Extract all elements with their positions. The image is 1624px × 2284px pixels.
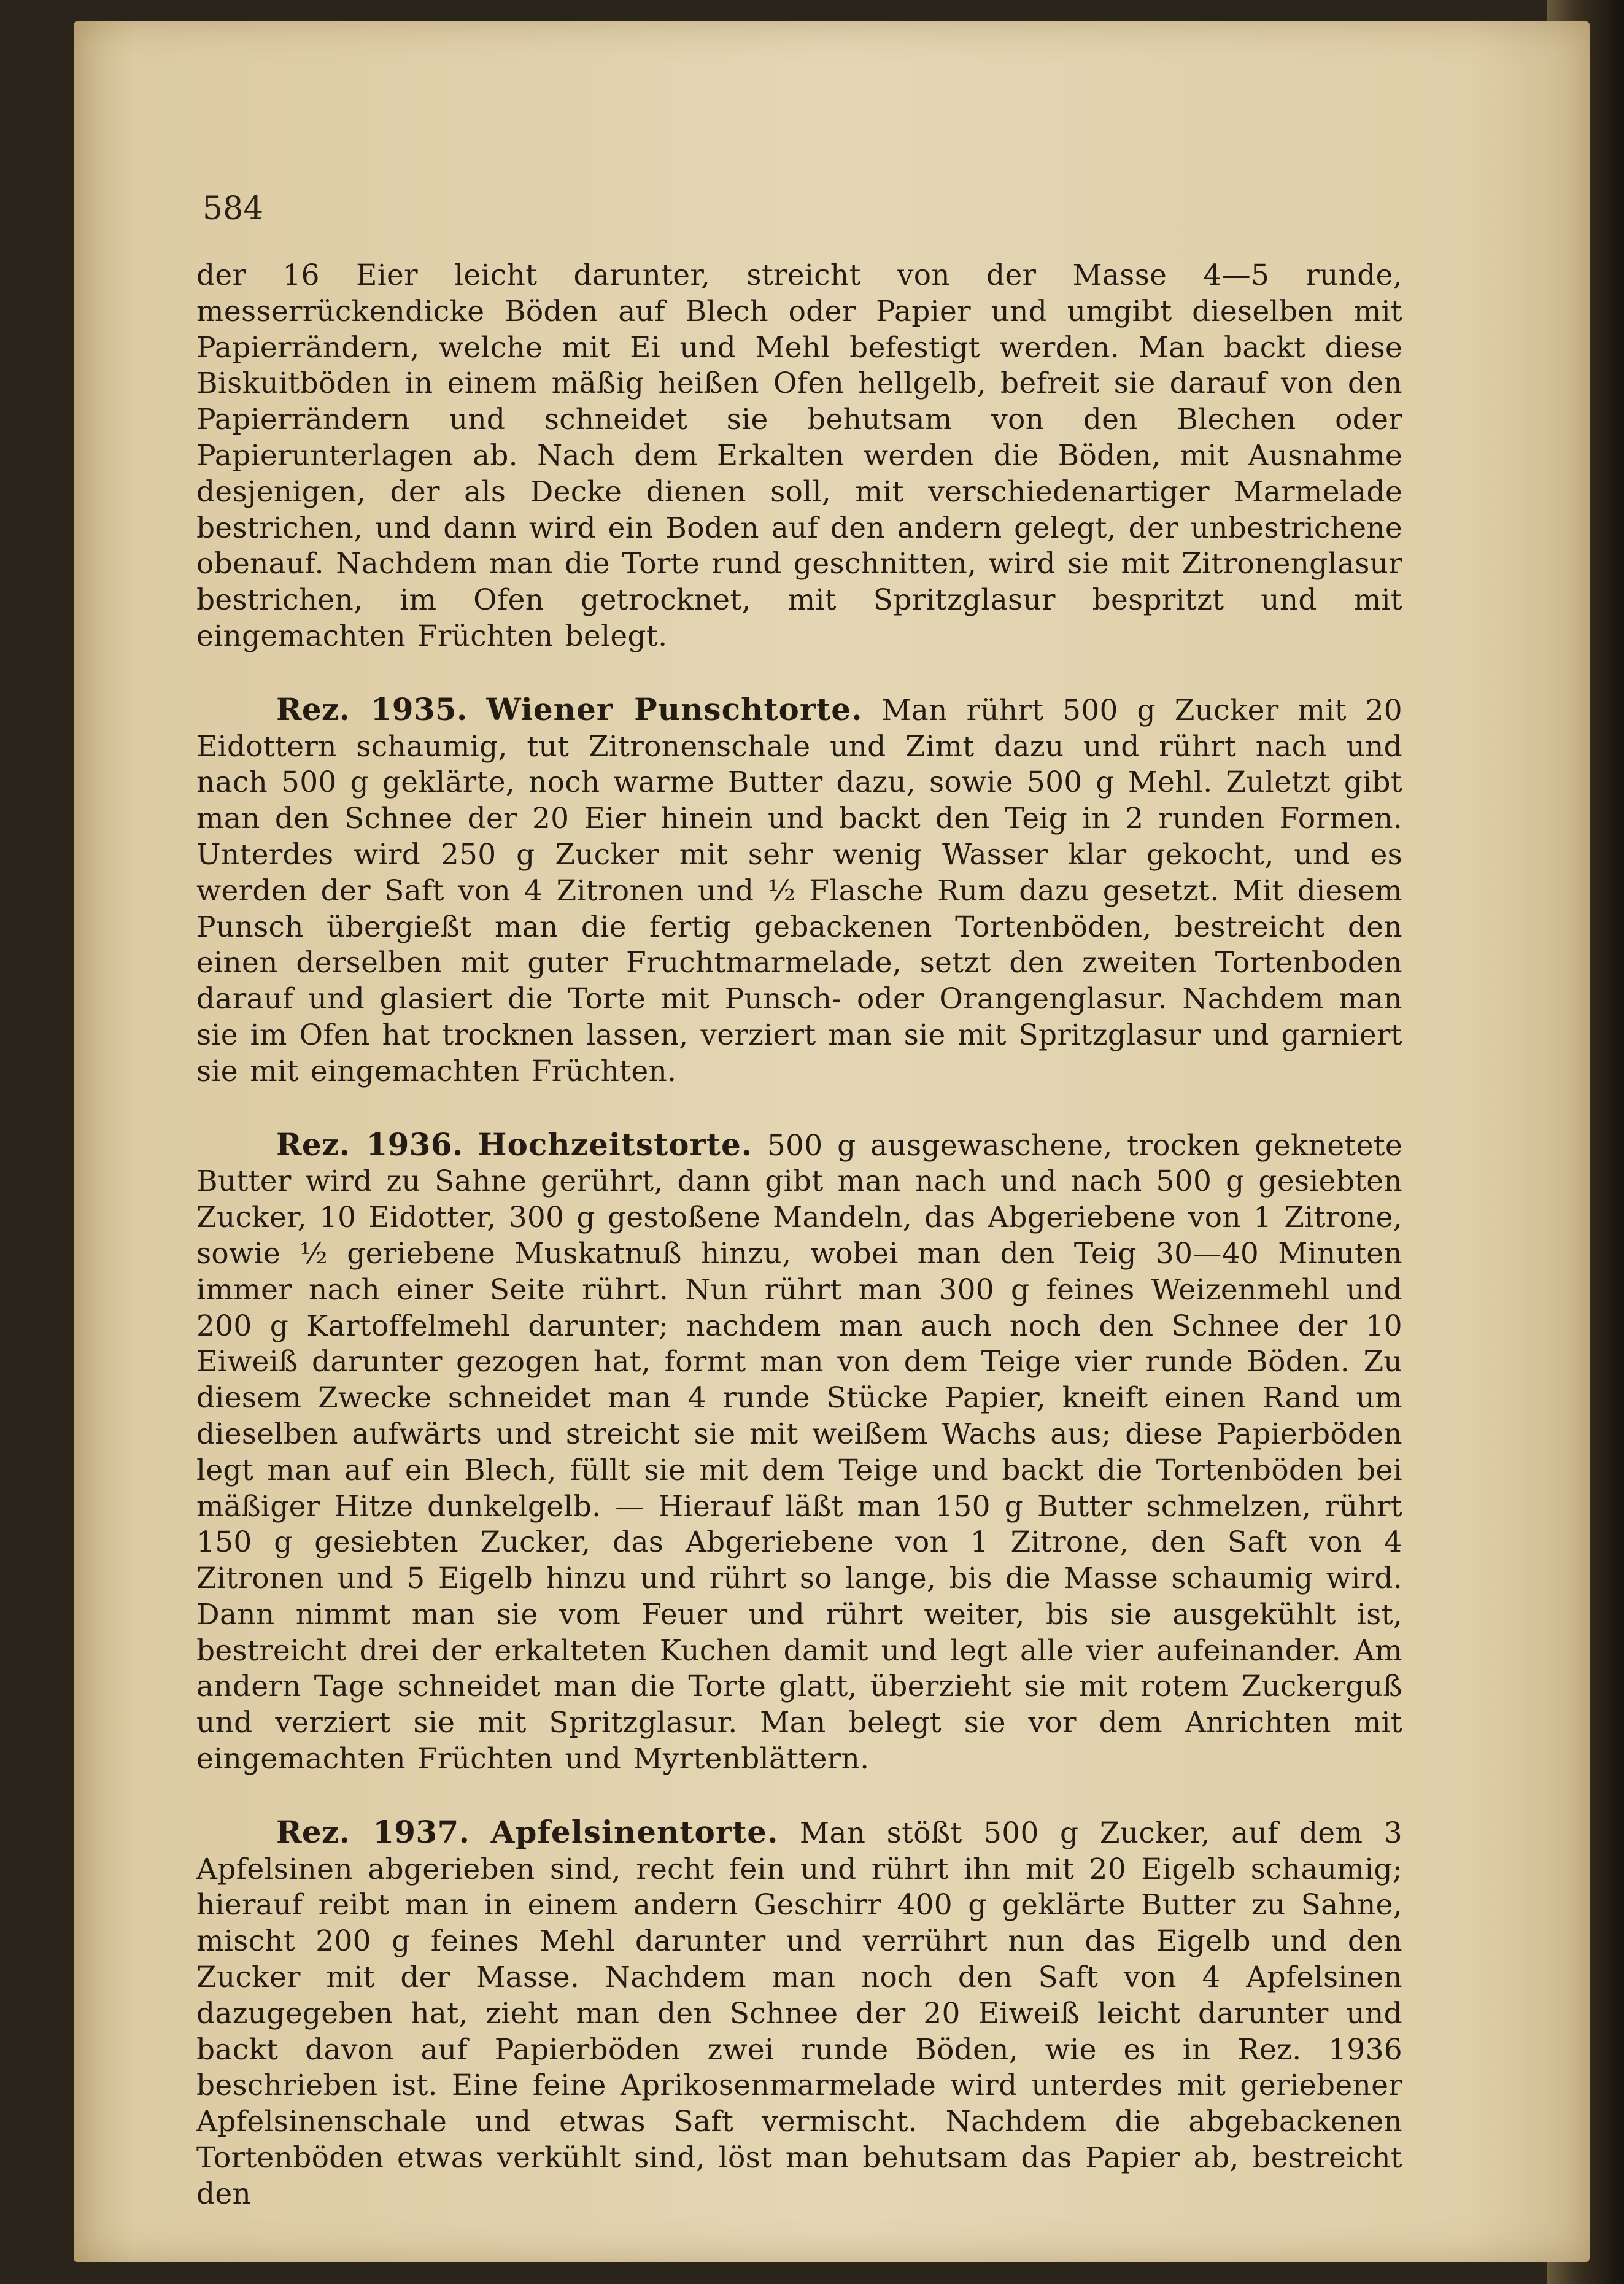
page-number: 584 <box>203 190 264 227</box>
recipe-text: 500 g ausgewaschene, trocken geknetete Butter wird zu Sahne gerührt, dann gibt man nach und nach 500 g gesiebten Zucker, 10 Eidotter, 300 g gestoßene Mandeln, das Abgeriebene von 1 Zitrone, sowie ½ geriebene Muskatnuß hinzu, wobei man den Teig 30—40 Minuten immer nach einer Seite rührt. Nun rührt man 300 g feines Weizenmehl und 200 g Kartoffelmehl darunter; nachdem man auch noch den Schnee der 10 Eiweiß darunter gezogen hat, formt man von dem Teige vier runde Böden. Zu diesem Zwecke schneidet man 4 runde Stücke Papier, kneift einen Rand um dieselben aufwärts und streicht sie mit weißem Wachs aus; diese Papierböden legt man auf ein Blech, füllt sie mit dem Teige und backt die Tortenböden bei mäßiger Hitze dunkelgelb. — Hierauf läßt man 150 g Butter schmelzen, rührt 150 g gesiebten Zucker, das Abgeriebene von 1 Zitrone, den Saft von 4 Zitronen und 5 Eigelb hinzu und rührt so lange, bis die Masse schaumig wird. Dann nimmt man sie vom Feuer und rührt weiter, bis sie ausgekühlt ist, bestreicht drei der erkalteten Kuchen damit und legt alle vier aufeinander. Am andern Tage schneidet man die Torte glatt, überzieht sie mit rotem Zuckerguß und verziert sie mit Spritzglasur. Man belegt sie vor dem Anrichten mit eingemachten Früchten und Myrtenblättern. <box>196 1128 1402 1776</box>
recipe-text: Man rührt 500 g Zucker mit 20 Eidottern schaumig, tut Zitronenschale und Zimt dazu und rührt nach und nach 500 g geklärte, noch warme Butter dazu, sowie 500 g Mehl. Zuletzt gibt man den Schnee der 20 Eier hinein und backt den Teig in 2 runden Formen. Unterdes wird 250 g Zucker mit sehr wenig Wasser klar gekocht, und es werden der Saft von 4 Zitronen und ½ Flasche Rum dazu gesetzt. Mit diesem Punsch übergießt man die fertig gebackenen Tortenböden, bestreicht den einen derselben mit guter Fruchtmarmelade, setzt den zweiten Tortenboden darauf und glasiert die Torte mit Punsch- oder Orangenglasur. Nachdem man sie im Ofen hat trocknen lassen, verziert man sie mit Spritzglasur und garniert sie mit eingemachten Früchten. <box>196 693 1402 1088</box>
recipe-number: Rez. 1936. <box>276 1126 463 1163</box>
page-body <box>196 258 1402 2213</box>
recipe-title: Apfelsinentorte. <box>490 1813 779 1850</box>
recipe-1935 <box>196 692 1402 1090</box>
recipe-1936 <box>196 1127 1402 1778</box>
recipe-title: Hochzeitstorte. <box>478 1126 753 1163</box>
intro-paragraph: der 16 Eier leicht darunter, streicht von der Masse 4—5 runde, messerrückendicke Böden auf Blech oder Papier und umgibt dieselben mit Papierrändern, welche mit Ei und Mehl befestigt werden. Man backt diese Biskuitböden in einem mäßig heißen Ofen hellgelb, befreit sie darauf von den Papierrändern und schneidet sie behutsam von den Blechen oder Papierunterlagen ab. Nach dem Erkalten werden die Böden, mit Ausnahme desjenigen, der als Decke dienen soll, mit verschiedenartiger Marmelade bestrichen, und dann wird ein Boden auf den andern gelegt, der unbestrichene obenauf. Nachdem man die Torte rund geschnitten, wird sie mit Zitronenglasur bestrichen, im Ofen getrocknet, mit Spritzglasur bespritzt und mit eingemachten Früchten belegt. <box>196 258 1402 653</box>
recipe-text: Man stößt 500 g Zucker, auf dem 3 Apfelsinen abgerieben sind, recht fein und rührt ihn mit 20 Eigelb schaumig; hierauf reibt man in einem andern Geschirr 400 g geklärte Butter zu Sahne, mischt 200 g feines Mehl darunter und verrührt nun das Eigelb und den Zucker mit der Masse. Nachdem man noch den Saft von 4 Apfelsinen dazugegeben hat, zieht man den Schnee der 20 Eiweiß leicht darunter und backt davon auf Papierböden zwei runde Böden, wie es in Rez. 1936 beschrieben ist. Eine feine Aprikosenmarmelade wird unterdes mit geriebener Apfelsinenschale und etwas Saft vermischt. Nachdem die abgebackenen Tortenböden etwas verkühlt sind, löst man behutsam das Papier ab, bestreicht den <box>196 1816 1402 2211</box>
recipe-number: Rez. 1935. <box>276 691 468 727</box>
recipe-number: Rez. 1937. <box>276 1813 470 1850</box>
recipe-1937 <box>196 1814 1402 2213</box>
recipe-title: Wiener Punschtorte. <box>486 691 863 727</box>
